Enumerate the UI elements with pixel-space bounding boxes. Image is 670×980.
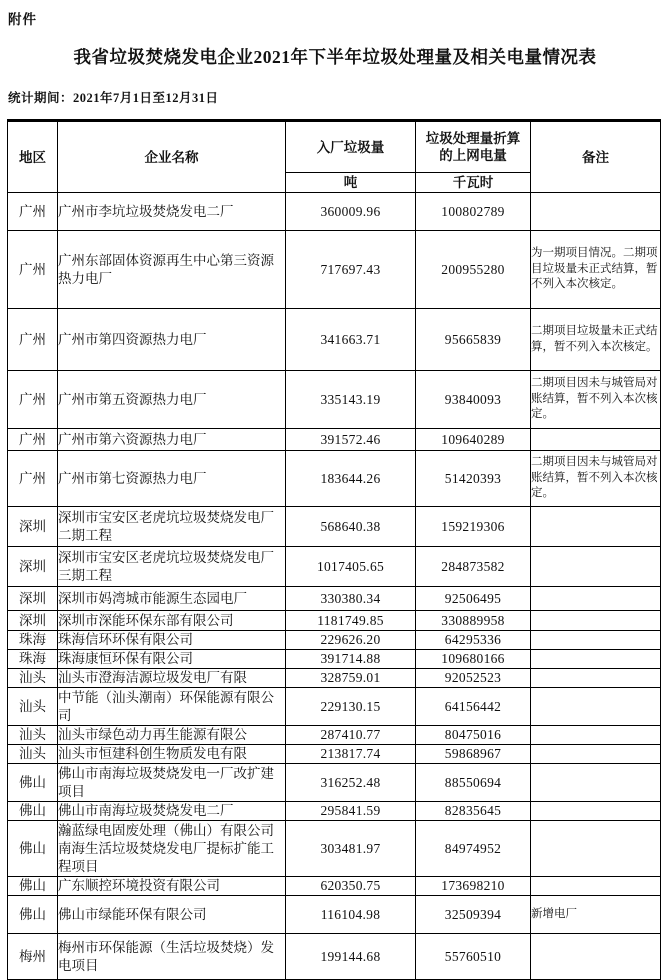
waste-amount-cell: 335143.19 (286, 371, 416, 429)
waste-amount-cell: 116104.98 (286, 896, 416, 934)
table-row (8, 650, 661, 669)
region-cell: 深圳 (8, 611, 58, 631)
table-row (8, 309, 661, 371)
company-cell: 珠海康恒环保有限公司 (58, 650, 286, 669)
company-cell: 广州市第七资源热力电厂 (58, 451, 286, 507)
company-cell: 梅州市环保能源（生活垃圾焚烧）发电项目 (58, 934, 286, 980)
company-cell: 瀚蓝绿电固废处理（佛山）有限公司南海生活垃圾焚烧发电厂提标扩能工程项目 (58, 821, 286, 877)
remark-cell: 二期项目垃圾量未正式结算，暂不列入本次核定。 (531, 309, 661, 371)
region-cell: 广州 (8, 231, 58, 309)
region-cell: 珠海 (8, 650, 58, 669)
company-cell: 中节能（汕头潮南）环保能源有限公司 (58, 688, 286, 726)
table-row (8, 193, 661, 231)
remark-cell (531, 821, 661, 877)
company-cell: 佛山市绿能环保有限公司 (58, 896, 286, 934)
table-row (8, 764, 661, 802)
waste-amount-cell: 213817.74 (286, 745, 416, 764)
header-row (8, 121, 661, 173)
remark-cell (531, 802, 661, 821)
header-power (416, 121, 531, 173)
header-remark: 备注 (531, 121, 661, 193)
company-cell: 汕头市澄海洁源垃圾发电厂有限 (58, 669, 286, 688)
table-row (8, 631, 661, 650)
company-cell: 深圳市宝安区老虎坑垃圾焚烧发电厂二期工程 (58, 507, 286, 547)
power-amount-cell: 173698210 (416, 877, 531, 896)
power-amount-cell: 64295336 (416, 631, 531, 650)
company-cell: 珠海信环环保有限公司 (58, 631, 286, 650)
header-power-line1: 垃圾处理量折算 (425, 131, 521, 146)
waste-amount-cell: 1181749.85 (286, 611, 416, 631)
company-cell: 汕头市绿色动力再生能源有限公 (58, 726, 286, 745)
page-title: 我省垃圾焚烧发电企业2021年下半年垃圾处理量及相关电量情况表 (73, 47, 597, 67)
table-row (8, 802, 661, 821)
waste-amount-cell: 229130.15 (286, 688, 416, 726)
remark-cell (531, 631, 661, 650)
region-cell: 广州 (8, 193, 58, 231)
company-cell: 广州市第五资源热力电厂 (58, 371, 286, 429)
remark-cell (531, 611, 661, 631)
remark-cell: 为一期项目情况。二期项目垃圾量未正式结算，暂不列入本次核定。 (531, 231, 661, 309)
table-row (8, 507, 661, 547)
remark-cell: 二期项目因未与城管局对账结算，暂不列入本次核定。 (531, 451, 661, 507)
table-row (8, 726, 661, 745)
table-row (8, 934, 661, 980)
waste-amount-cell: 328759.01 (286, 669, 416, 688)
remark-cell (531, 650, 661, 669)
header-power-line2: 的上网电量 (439, 148, 507, 163)
power-amount-cell: 88550694 (416, 764, 531, 802)
company-cell: 佛山市南海垃圾焚烧发电一厂改扩建项目 (58, 764, 286, 802)
waste-amount-cell: 1017405.65 (286, 547, 416, 587)
remark-cell (531, 507, 661, 547)
waste-amount-cell: 287410.77 (286, 726, 416, 745)
header-company: 企业名称 (58, 121, 286, 193)
table-row (8, 896, 661, 934)
table-row (8, 669, 661, 688)
table-row (8, 587, 661, 611)
company-cell: 深圳市深能环保东部有限公司 (58, 611, 286, 631)
region-cell: 汕头 (8, 726, 58, 745)
table-row (8, 231, 661, 309)
company-cell: 深圳市妈湾城市能源生态园电厂 (58, 587, 286, 611)
company-cell: 广州市第六资源热力电厂 (58, 429, 286, 451)
power-amount-cell: 109680166 (416, 650, 531, 669)
table-row (8, 429, 661, 451)
waste-amount-cell: 183644.26 (286, 451, 416, 507)
region-cell: 珠海 (8, 631, 58, 650)
remark-cell (531, 547, 661, 587)
waste-amount-cell: 316252.48 (286, 764, 416, 802)
region-cell: 佛山 (8, 821, 58, 877)
waste-amount-cell: 391714.88 (286, 650, 416, 669)
power-amount-cell: 200955280 (416, 231, 531, 309)
power-amount-cell: 330889958 (416, 611, 531, 631)
waste-amount-cell: 391572.46 (286, 429, 416, 451)
remark-cell: 二期项目因未与城管局对账结算，暂不列入本次核定。 (531, 371, 661, 429)
company-cell: 广州市李坑垃圾焚烧发电二厂 (58, 193, 286, 231)
power-amount-cell: 109640289 (416, 429, 531, 451)
power-amount-cell: 284873582 (416, 547, 531, 587)
remark-cell (531, 669, 661, 688)
region-cell: 佛山 (8, 896, 58, 934)
region-cell: 汕头 (8, 669, 58, 688)
power-amount-cell: 92506495 (416, 587, 531, 611)
waste-amount-cell: 303481.97 (286, 821, 416, 877)
company-cell: 佛山市南海垃圾焚烧发电二厂 (58, 802, 286, 821)
region-cell: 汕头 (8, 688, 58, 726)
header-region: 地区 (8, 121, 58, 193)
waste-amount-cell: 295841.59 (286, 802, 416, 821)
waste-amount-cell: 568640.38 (286, 507, 416, 547)
remark-cell: 新增电厂 (531, 896, 661, 934)
power-amount-cell: 64156442 (416, 688, 531, 726)
table-row (8, 821, 661, 877)
table-row (8, 451, 661, 507)
power-amount-cell: 159219306 (416, 507, 531, 547)
unit-waste: 吨 (286, 173, 416, 193)
region-cell: 汕头 (8, 745, 58, 764)
table-row (8, 547, 661, 587)
power-amount-cell: 51420393 (416, 451, 531, 507)
attachment-label: 附件 (8, 12, 37, 27)
region-cell: 深圳 (8, 547, 58, 587)
region-cell: 佛山 (8, 764, 58, 802)
power-amount-cell: 93840093 (416, 371, 531, 429)
waste-power-table (7, 119, 661, 980)
table-row (8, 877, 661, 896)
company-cell: 广州市第四资源热力电厂 (58, 309, 286, 371)
company-cell: 广东顺控环境投资有限公司 (58, 877, 286, 896)
region-cell: 深圳 (8, 587, 58, 611)
waste-amount-cell: 620350.75 (286, 877, 416, 896)
remark-cell (531, 193, 661, 231)
region-cell: 佛山 (8, 877, 58, 896)
statistics-period: 统计期间：2021年7月1日至12月31日 (8, 91, 219, 105)
waste-amount-cell: 360009.96 (286, 193, 416, 231)
remark-cell (531, 688, 661, 726)
unit-power: 千瓦时 (416, 173, 531, 193)
region-cell: 梅州 (8, 934, 58, 980)
power-amount-cell: 100802789 (416, 193, 531, 231)
power-amount-cell: 59868967 (416, 745, 531, 764)
region-cell: 佛山 (8, 802, 58, 821)
region-cell: 广州 (8, 451, 58, 507)
power-amount-cell: 84974952 (416, 821, 531, 877)
remark-cell (531, 764, 661, 802)
region-cell: 广州 (8, 371, 58, 429)
region-cell: 广州 (8, 309, 58, 371)
remark-cell (531, 429, 661, 451)
remark-cell (531, 877, 661, 896)
table-row (8, 611, 661, 631)
power-amount-cell: 32509394 (416, 896, 531, 934)
remark-cell (531, 934, 661, 980)
waste-amount-cell: 229626.20 (286, 631, 416, 650)
power-amount-cell: 95665839 (416, 309, 531, 371)
region-cell: 深圳 (8, 507, 58, 547)
company-cell: 汕头市恒建科创生物质发电有限 (58, 745, 286, 764)
power-amount-cell: 80475016 (416, 726, 531, 745)
table-row (8, 688, 661, 726)
company-cell: 广州东部固体资源再生中心第三资源热力电厂 (58, 231, 286, 309)
power-amount-cell: 55760510 (416, 934, 531, 980)
company-cell: 深圳市宝安区老虎坑垃圾焚烧发电厂三期工程 (58, 547, 286, 587)
table-row (8, 745, 661, 764)
remark-cell (531, 726, 661, 745)
waste-amount-cell: 199144.68 (286, 934, 416, 980)
power-amount-cell: 82835645 (416, 802, 531, 821)
waste-amount-cell: 330380.34 (286, 587, 416, 611)
waste-amount-cell: 717697.43 (286, 231, 416, 309)
power-amount-cell: 92052523 (416, 669, 531, 688)
waste-amount-cell: 341663.71 (286, 309, 416, 371)
header-waste: 入厂垃圾量 (286, 121, 416, 173)
table-row (8, 371, 661, 429)
remark-cell (531, 587, 661, 611)
remark-cell (531, 745, 661, 764)
region-cell: 广州 (8, 429, 58, 451)
